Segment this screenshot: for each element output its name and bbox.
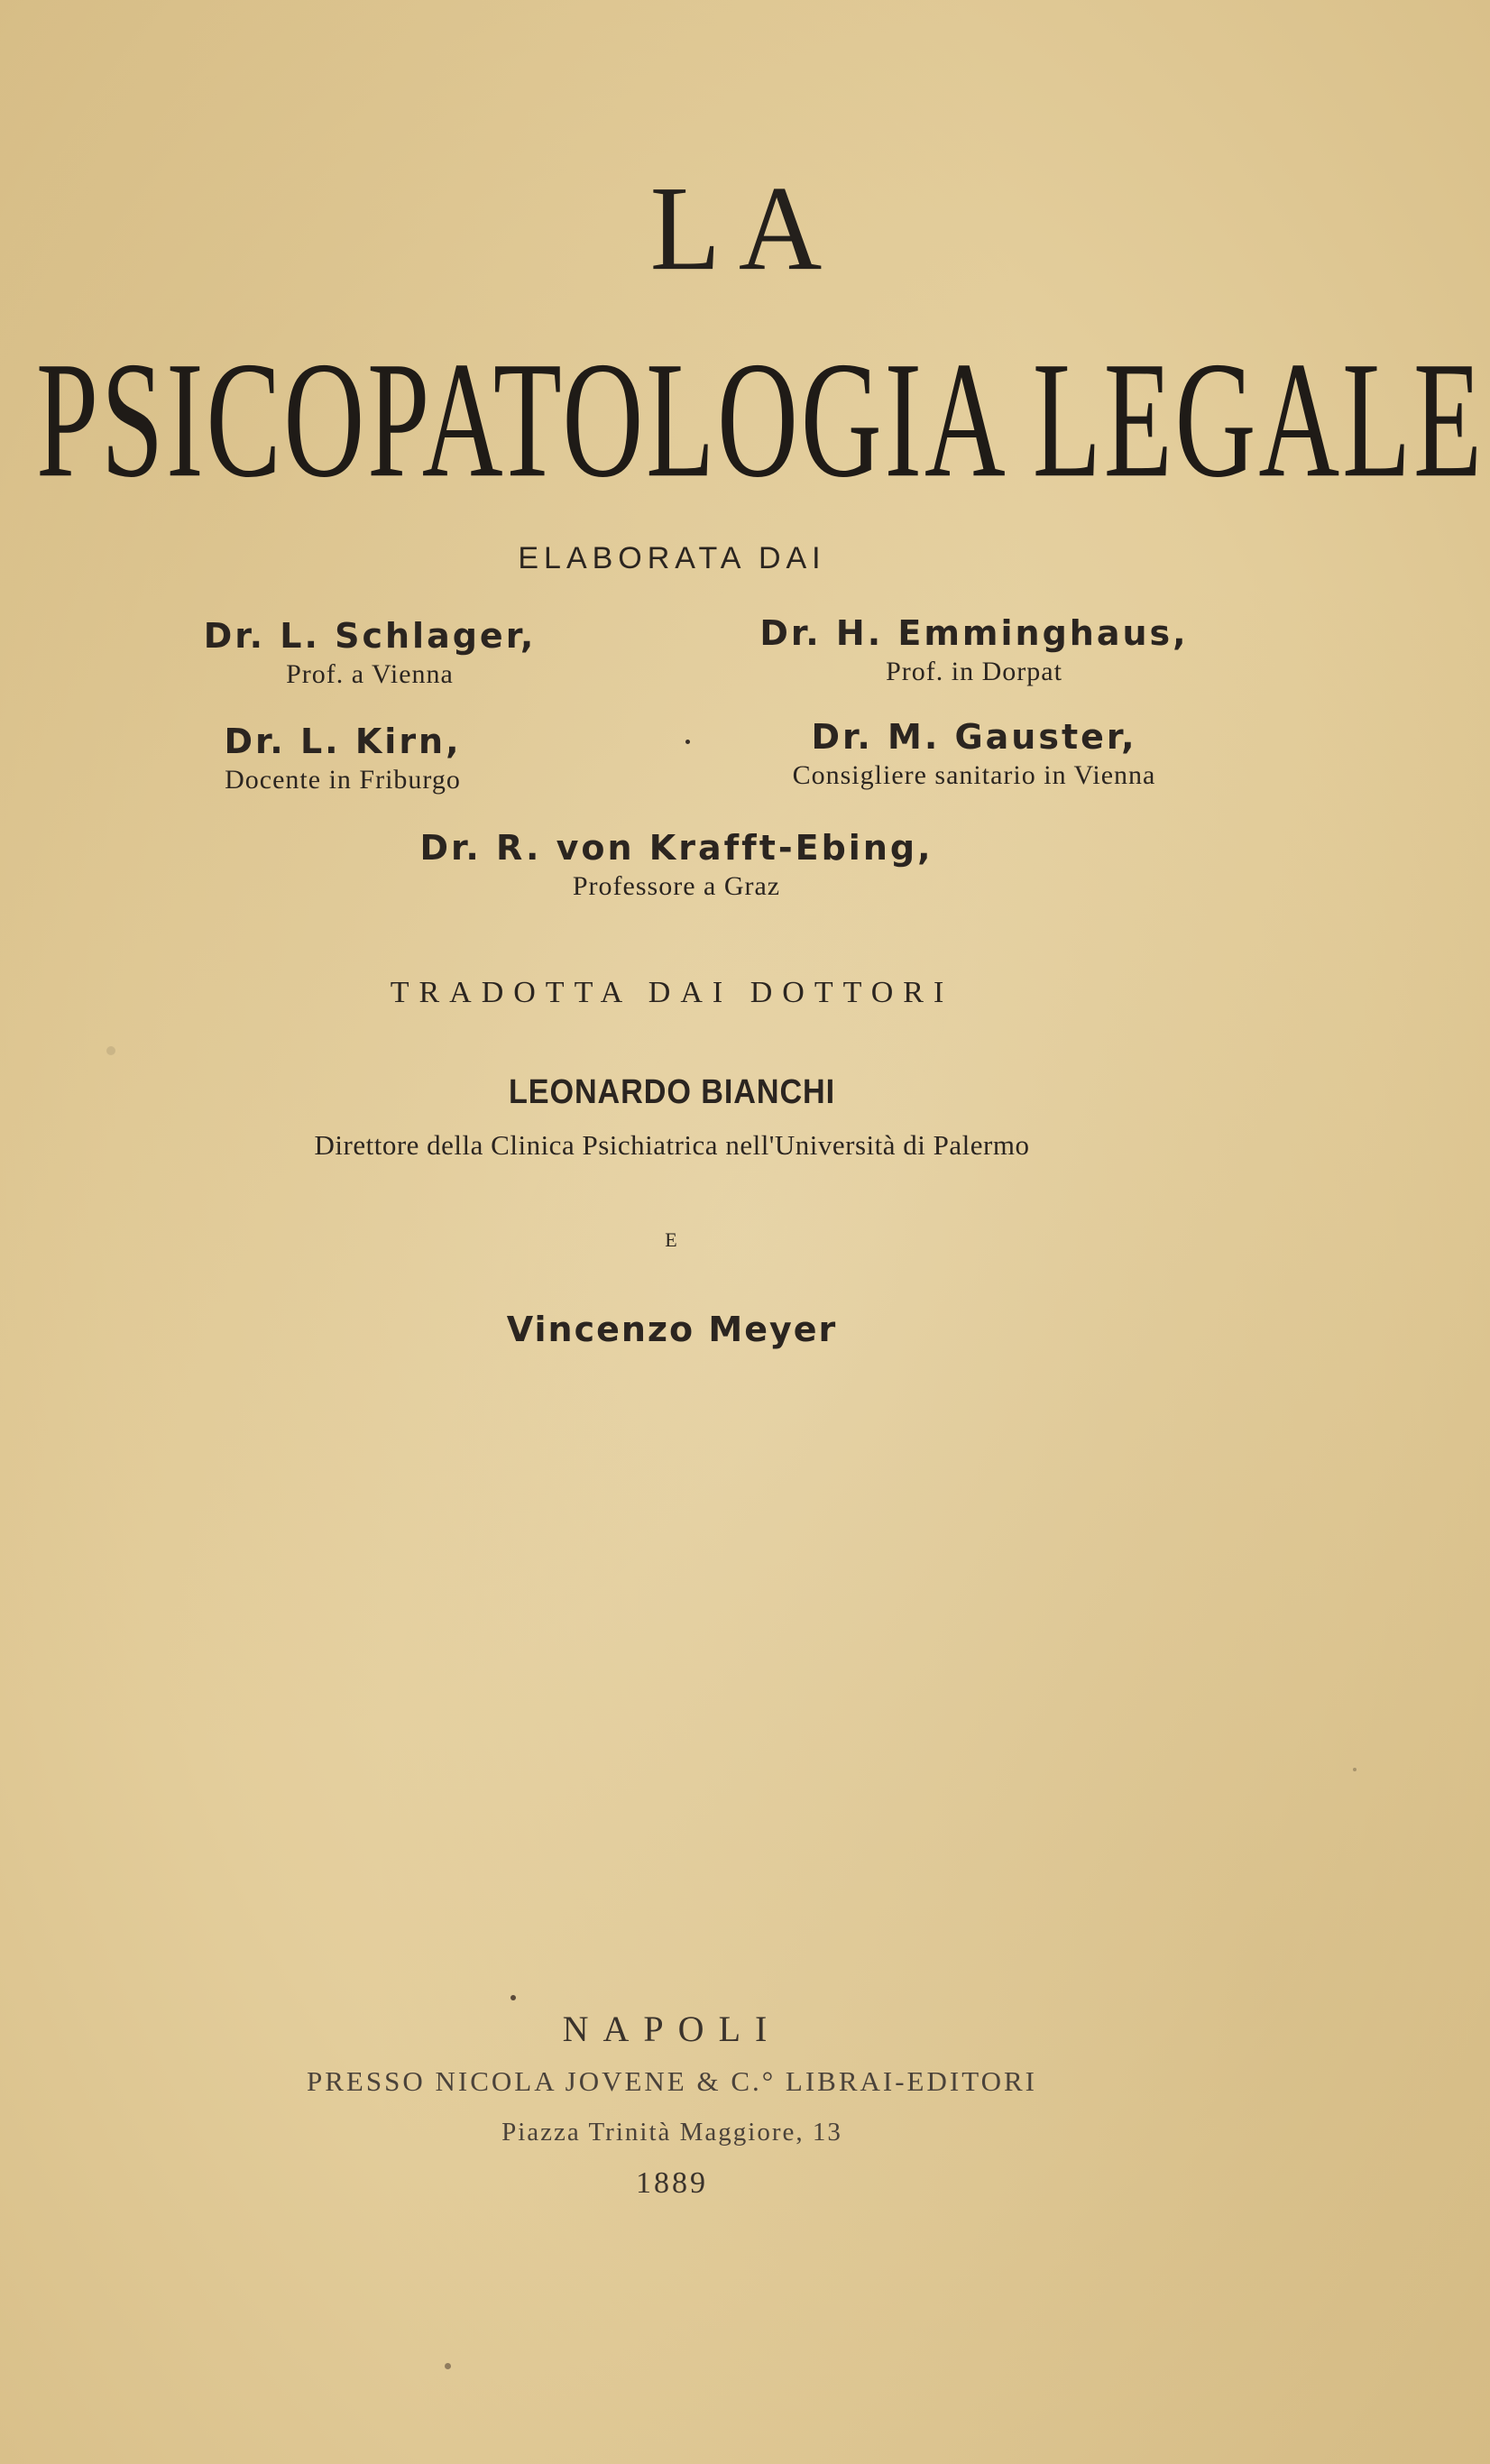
conjunction: E [665,1228,679,1251]
ink-dot [685,740,690,744]
paper-speck [445,2363,451,2369]
imprint-publisher: PRESSO NICOLA JOVENE & C.° LIBRAI-EDITORI [307,2065,1037,2097]
author-role: Consigliere sanitario in Vienna [792,760,1156,790]
author-block [343,828,1010,902]
author-block [722,613,1227,687]
author-name: Dr. L. Kirn, [224,722,462,761]
imprint-address: Piazza Trinità Maggiore, 13 [501,2118,842,2147]
paper-speck [106,1046,115,1055]
elaborata-label: ELABORATA DAI [518,541,826,575]
translator-role: Direttore della Clinica Psichiatrica nell'Università di Palermo [314,1129,1030,1161]
author-role: Professore a Graz [572,871,781,901]
author-block [722,717,1227,791]
title-main: PSICOPATOLOGIA LEGALE [36,327,1485,512]
title-article: LA [649,161,841,296]
translator-name: Vincenzo Meyer [506,1310,838,1349]
translator-name: LEONARDO BIANCHI [508,1073,836,1111]
author-name: Dr. M. Gauster, [811,717,1137,757]
author-block [144,722,541,795]
author-name: Dr. R. von Krafft-Ebing, [419,828,934,868]
author-block [144,616,595,690]
imprint-year: 1889 [636,2166,708,2200]
author-name: Dr. H. Emminghaus, [759,613,1189,653]
author-role: Prof. in Dorpat [886,657,1062,686]
author-role: Docente in Friburgo [225,765,461,795]
author-name: Dr. L. Schlager, [203,616,537,656]
paper-speck [1353,1768,1357,1771]
imprint-city: NAPOLI [562,2009,782,2049]
tradotta-label: TRADOTTA DAI DOTTORI [390,976,954,1009]
paper-speck [510,1995,516,2000]
author-role: Prof. a Vienna [286,659,454,689]
